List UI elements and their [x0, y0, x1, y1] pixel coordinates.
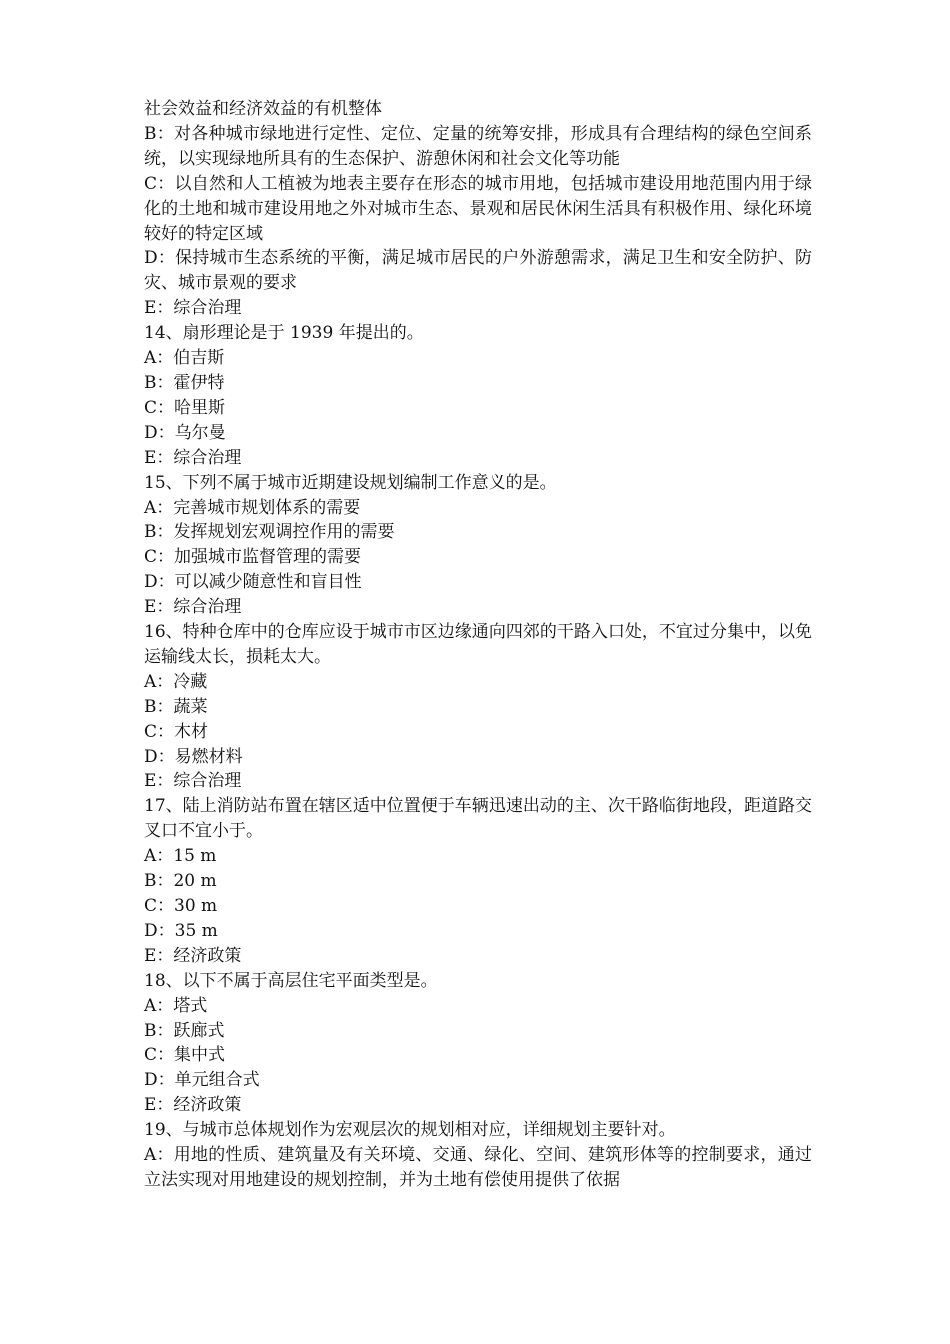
option-text: E：经济政策	[144, 1095, 242, 1116]
option-text: B：霍伊特	[144, 372, 225, 393]
option-text: E：经济政策	[144, 945, 242, 966]
option-text: D：乌尔曼	[144, 422, 226, 443]
option-text: 社会效益和经济效益的有机整体	[144, 99, 382, 119]
question-19: 19、与城市总体规划作为宏观层次的规划相对应，详细规划主要针对。	[144, 1120, 676, 1141]
question-17: 17、陆上消防站布置在辖区适中位置便于车辆迅速出动的主、次干路临街地段，距道路交叉口不宜小于。	[144, 796, 812, 842]
question-15: 15、下列不属于城市近期建设规划编制工作意义的是。	[144, 472, 557, 493]
option-text: D：35 m	[144, 920, 218, 941]
document-page	[144, 97, 812, 1193]
option-text: D：可以减少随意性和盲目性	[144, 572, 362, 593]
option-text: A：冷藏	[144, 671, 208, 692]
option-text: B：对各种城市绿地进行定性、定位、定量的统筹安排，形成具有合理结构的绿色空间系统，以实现绿地所具有的生态保护、游憩休闲和社会文化等功能	[144, 123, 812, 169]
option-text: B：跃廊式	[144, 1020, 225, 1041]
option-text: C：木材	[144, 721, 209, 742]
option-text: A：伯吉斯	[144, 348, 225, 369]
option-text: A：完善城市规划体系的需要	[144, 497, 361, 518]
option-text: D：易燃材料	[144, 746, 243, 767]
option-text: E：综合治理	[144, 597, 242, 618]
option-text: C：集中式	[144, 1045, 226, 1066]
option-text: B：20 m	[144, 871, 217, 892]
option-text: C：30 m	[144, 896, 218, 916]
option-text: A：15 m	[144, 846, 217, 867]
option-text: E：综合治理	[144, 771, 242, 792]
option-text: A：塔式	[144, 995, 208, 1016]
option-text: B：发挥规划宏观调控作用的需要	[144, 522, 395, 543]
option-text: D：单元组合式	[144, 1070, 260, 1091]
question-18: 18、以下不属于高层住宅平面类型是。	[144, 970, 438, 991]
option-text: B：蔬菜	[144, 696, 208, 717]
option-text: A：用地的性质、建筑量及有关环境、交通、绿化、空间、建筑形体等的控制要求，通过立法实现对用地建设的规划控制，并为土地有偿使用提供了依据	[144, 1145, 812, 1190]
option-text: C：以自然和人工植被为地表主要存在形态的城市用地，包括城市建设用地范围内用于绿化的土地和城市建设用地之外对城市生态、景观和居民休闲生活具有积极作用、绿化环境较好的特定区域	[144, 173, 812, 244]
option-text: C：哈里斯	[144, 397, 226, 418]
question-16: 16、特种仓库中的仓库应设于城市市区边缘通向四郊的干路入口处，不宜过分集中，以免运输线太长，损耗太大。	[144, 622, 812, 667]
option-text: E：综合治理	[144, 298, 242, 319]
question-14: 14、扇形理论是于 1939 年提出的。	[144, 323, 424, 344]
option-text: D：保持城市生态系统的平衡，满足城市居民的户外游憩需求，满足卫生和安全防护、防灾、城市景观的要求	[144, 248, 812, 294]
option-text: E：综合治理	[144, 447, 242, 468]
option-text: C：加强城市监督管理的需要	[144, 547, 362, 568]
